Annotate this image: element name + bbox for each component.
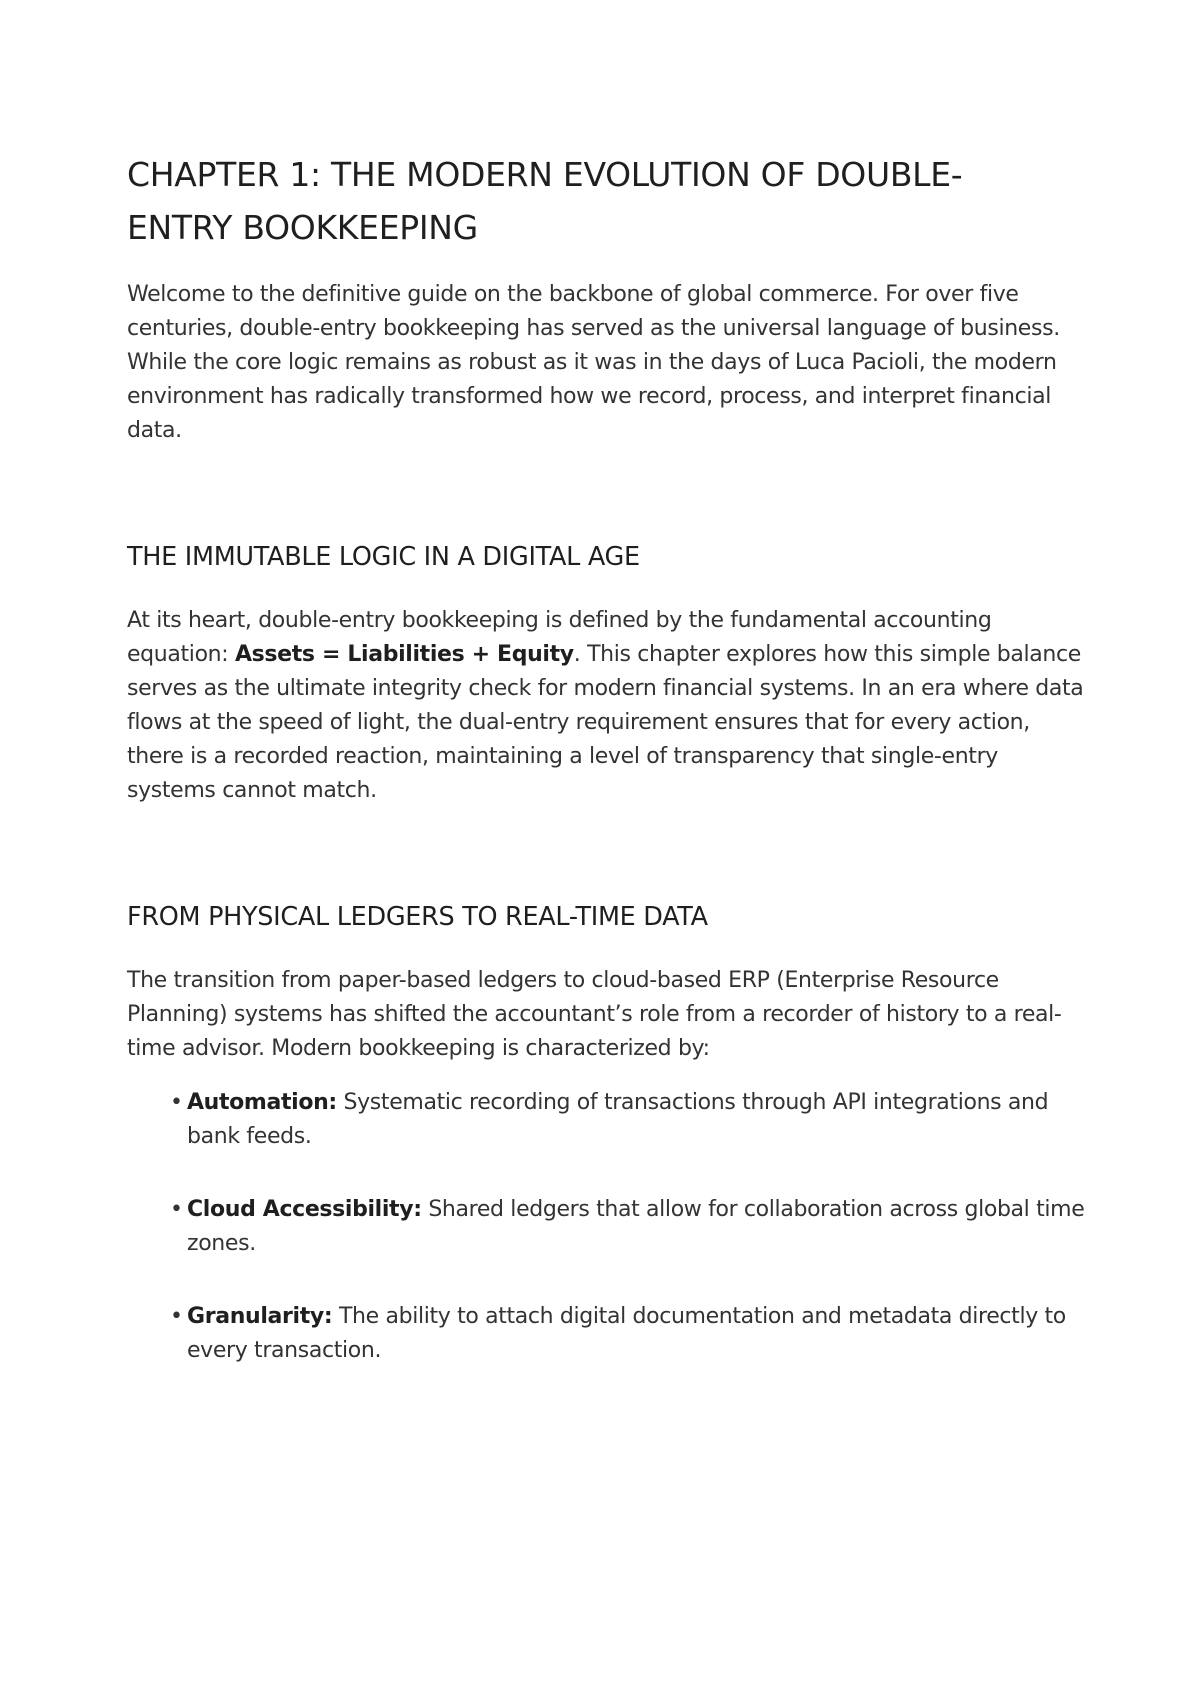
paragraph-text-before-equation: At its heart, double-entry bookkeeping is defined by the fundamental accounting equation: xyxy=(127,608,992,667)
bullet-icon: • xyxy=(170,1304,183,1329)
section-heading-physical-ledgers: FROM PHYSICAL LEDGERS TO REAL-TIME DATA xyxy=(127,902,708,932)
feature-term: Granularity: xyxy=(187,1304,333,1329)
feature-term: Cloud Accessibility: xyxy=(187,1197,422,1222)
section-heading-immutable-logic: THE IMMUTABLE LOGIC IN A DIGITAL AGE xyxy=(127,542,640,572)
physical-ledgers-paragraph: The transition from paper-based ledgers to cloud-based ERP (Enterprise Resource Planning) systems has shifted the accountant’s role from a recorder of history to a real-time advisor. Modern bookkeeping is characterized by: xyxy=(127,968,1062,1061)
feature-description: Systematic recording of transactions through API integrations and bank feeds. xyxy=(187,1090,1049,1149)
feature-description: Shared ledgers that allow for collaboration across global time zones. xyxy=(187,1197,1085,1256)
chapter-title: CHAPTER 1: THE MODERN EVOLUTION OF DOUBLE-ENTRY BOOKKEEPING xyxy=(127,155,963,247)
bullet-icon: • xyxy=(170,1090,183,1115)
list-item xyxy=(170,1300,1105,1368)
list-item xyxy=(170,1086,1105,1154)
list-item xyxy=(170,1193,1105,1261)
paragraph-text-after-equation: . This chapter explores how this simple balance serves as the ultimate integrity check for modern financial systems. In an era where data flows at the speed of light, the dual-entry requirement ensures that for every action, there is a recorded reaction, maintaining a level of transparency that single-entry systems cannot match. xyxy=(127,642,1084,803)
accounting-equation: Assets = Liabilities + Equity xyxy=(234,642,574,667)
bullet-icon: • xyxy=(170,1197,183,1222)
intro-paragraph: Welcome to the definitive guide on the backbone of global commerce. For over five centuries, double-entry bookkeeping has served as the universal language of business. While the core logic remains as robust as it was in the days of Luca Pacioli, the modern environment has radically transformed how we record, process, and interpret financial data. xyxy=(127,282,1060,443)
feature-term: Automation: xyxy=(187,1090,337,1115)
immutable-logic-paragraph xyxy=(127,604,1087,808)
feature-list xyxy=(170,1086,1105,1407)
feature-description: The ability to attach digital documentation and metadata directly to every transaction. xyxy=(187,1304,1066,1363)
